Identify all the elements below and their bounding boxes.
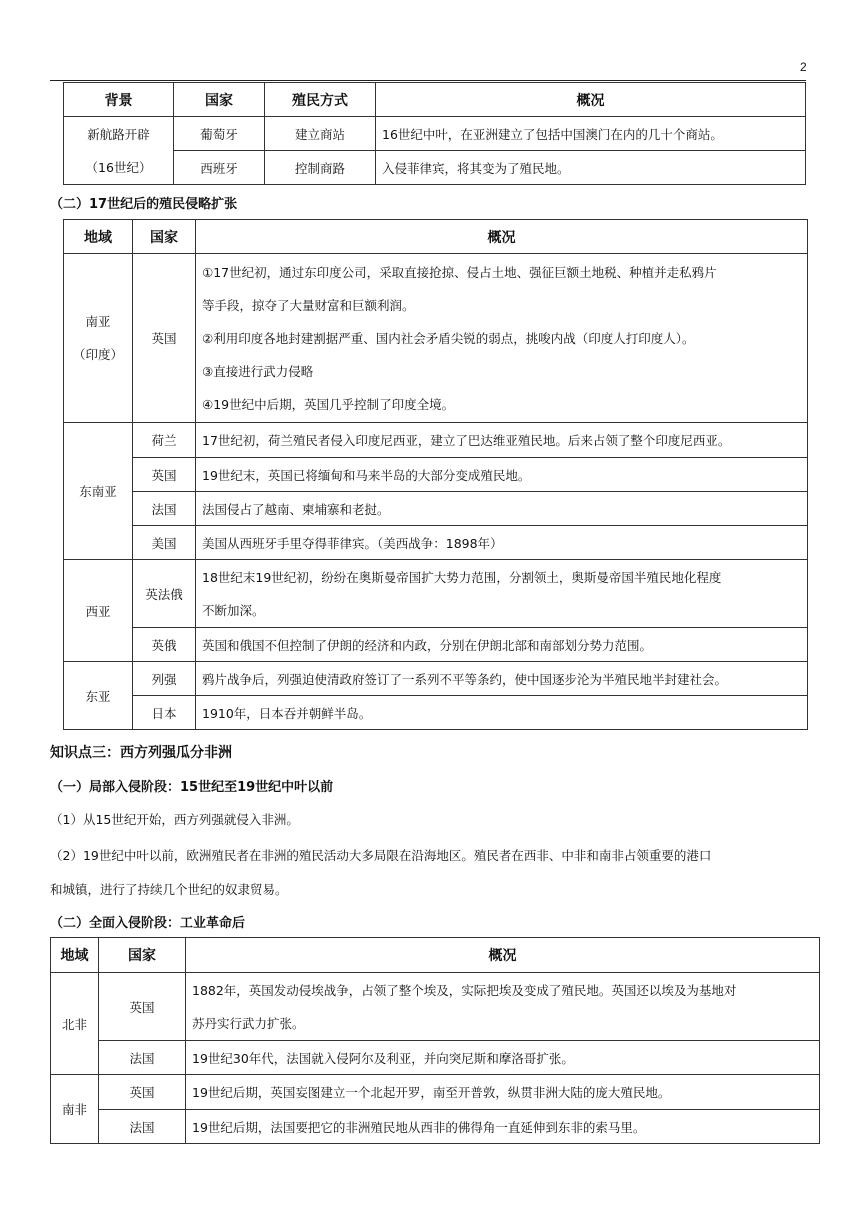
summary-cell: 入侵菲律宾，将其变为了殖民地。	[376, 151, 806, 185]
method-cell: 控制商路	[265, 151, 376, 185]
summary-cell: 19世纪末，英国已将缅甸和马来半岛的大部分变成殖民地。	[196, 458, 808, 492]
paragraph: （2）19世纪中叶以前，欧洲殖民者在非洲的殖民活动大多局限在沿海地区。殖民者在西非、中非和南非占领重要的港口	[50, 848, 712, 863]
table-colonial-expansion	[63, 219, 808, 730]
table-row	[51, 1041, 820, 1075]
table-row	[64, 696, 808, 730]
header-country: 国家	[133, 220, 196, 254]
summary-cell: 英国和俄国不但控制了伊朗的经济和内政，分别在伊朗北部和南部划分势力范围。	[196, 628, 808, 662]
region-cell: 东南亚	[64, 423, 133, 560]
header-region: 地域	[51, 938, 99, 973]
summary-line: ①17世纪初，通过东印度公司，采取直接抢掠、侵占土地、强征巨额土地税、种植并走私鸦片	[202, 264, 717, 280]
section-heading: （二）17世纪后的殖民侵略扩张	[50, 197, 238, 212]
summary-cell	[196, 560, 808, 628]
header-country: 国家	[174, 83, 265, 117]
table-row	[64, 492, 808, 526]
region-cell: 西亚	[64, 560, 133, 662]
region-cell: 东亚	[64, 662, 133, 730]
summary-cell	[196, 254, 808, 423]
country-cell: 英国	[133, 254, 196, 423]
table-row	[64, 458, 808, 492]
region-cell: 北非	[51, 973, 99, 1075]
summary-line: 不断加深。	[202, 602, 265, 618]
summary-line: 等手段，掠夺了大量财富和巨额利润。	[202, 297, 415, 313]
header-rule	[50, 80, 806, 81]
country-cell: 法国	[99, 1041, 186, 1075]
table-row	[51, 1110, 820, 1144]
summary-cell: 1910年，日本吞并朝鲜半岛。	[196, 696, 808, 730]
page-number: 2	[800, 60, 807, 74]
region-line: 南亚	[85, 314, 111, 329]
country-cell: 英国	[133, 458, 196, 492]
table-row	[64, 628, 808, 662]
country-cell: 英法俄	[133, 560, 196, 628]
paragraph: （1）从15世纪开始，西方列强就侵入非洲。	[50, 812, 299, 827]
header-background: 背景	[64, 83, 174, 117]
summary-line: ④19世纪中后期，英国几乎控制了印度全境。	[202, 396, 455, 412]
country-cell: 荷兰	[133, 423, 196, 458]
country-cell: 英国	[99, 1075, 186, 1110]
summary-line: 1882年，英国发动侵埃战争，占领了整个埃及，实际把埃及变成了殖民地。英国还以埃及为基地对	[192, 982, 737, 998]
table-row	[64, 151, 806, 185]
background-line: （16世纪）	[85, 159, 152, 175]
table-africa-partition	[50, 937, 820, 1144]
background-line: 新航路开辟	[87, 126, 150, 142]
section-heading: （二）全面入侵阶段：工业革命后	[50, 916, 246, 931]
table-row	[51, 973, 820, 1041]
country-cell: 日本	[133, 696, 196, 730]
table-colonial-background	[63, 82, 806, 185]
table-row	[64, 254, 808, 423]
table-row	[64, 560, 808, 628]
background-cell	[64, 117, 174, 185]
country-cell: 法国	[99, 1110, 186, 1144]
summary-line: 18世纪末19世纪初，纷纷在奥斯曼帝国扩大势力范围，分割领土，奥斯曼帝国半殖民地化程度	[202, 569, 722, 585]
country-cell: 葡萄牙	[174, 117, 265, 151]
header-summary: 概况	[186, 938, 820, 973]
paragraph: 和城镇，进行了持续几个世纪的奴隶贸易。	[50, 882, 288, 897]
summary-line: 苏丹实行武力扩张。	[192, 1015, 305, 1031]
summary-line: ②利用印度各地封建割据严重、国内社会矛盾尖锐的弱点，挑唆内战（印度人打印度人）。	[202, 330, 695, 346]
summary-cell: 17世纪初，荷兰殖民者侵入印度尼西亚，建立了巴达维亚殖民地。后来占领了整个印度尼西亚。	[196, 423, 808, 458]
header-country: 国家	[99, 938, 186, 973]
table-row	[64, 662, 808, 696]
summary-cell: 19世纪后期，英国妄图建立一个北起开罗，南至开普敦，纵贯非洲大陆的庞大殖民地。	[186, 1075, 820, 1110]
table-row	[64, 423, 808, 458]
table-row	[64, 117, 806, 151]
header-method: 殖民方式	[265, 83, 376, 117]
region-line: （印度）	[72, 347, 123, 362]
summary-cell: 美国从西班牙手里夺得菲律宾。（美西战争：1898年）	[196, 526, 808, 560]
country-cell: 英俄	[133, 628, 196, 662]
country-cell: 美国	[133, 526, 196, 560]
section-heading: （一）局部入侵阶段：15世纪至19世纪中叶以前	[50, 780, 334, 795]
region-cell	[64, 254, 133, 423]
country-cell: 列强	[133, 662, 196, 696]
summary-cell: 19世纪后期，法国要把它的非洲殖民地从西非的佛得角一直延伸到东非的索马里。	[186, 1110, 820, 1144]
table-row	[64, 526, 808, 560]
summary-line: ③直接进行武力侵略	[202, 363, 314, 379]
country-cell: 西班牙	[174, 151, 265, 185]
summary-cell	[186, 973, 820, 1041]
region-cell: 南非	[51, 1075, 99, 1144]
country-cell: 法国	[133, 492, 196, 526]
summary-cell: 法国侵占了越南、柬埔寨和老挝。	[196, 492, 808, 526]
summary-cell: 16世纪中叶，在亚洲建立了包括中国澳门在内的几十个商站。	[376, 117, 806, 151]
header-region: 地域	[64, 220, 133, 254]
header-summary: 概况	[376, 83, 806, 117]
knowledge-point-title: 知识点三：西方列强瓜分非洲	[50, 745, 232, 761]
header-summary: 概况	[196, 220, 808, 254]
country-cell: 英国	[99, 973, 186, 1041]
summary-cell: 鸦片战争后，列强迫使清政府签订了一系列不平等条约，使中国逐步沦为半殖民地半封建社会。	[196, 662, 808, 696]
method-cell: 建立商站	[265, 117, 376, 151]
summary-cell: 19世纪30年代，法国就入侵阿尔及利亚，并向突尼斯和摩洛哥扩张。	[186, 1041, 820, 1075]
table-row	[51, 1075, 820, 1110]
